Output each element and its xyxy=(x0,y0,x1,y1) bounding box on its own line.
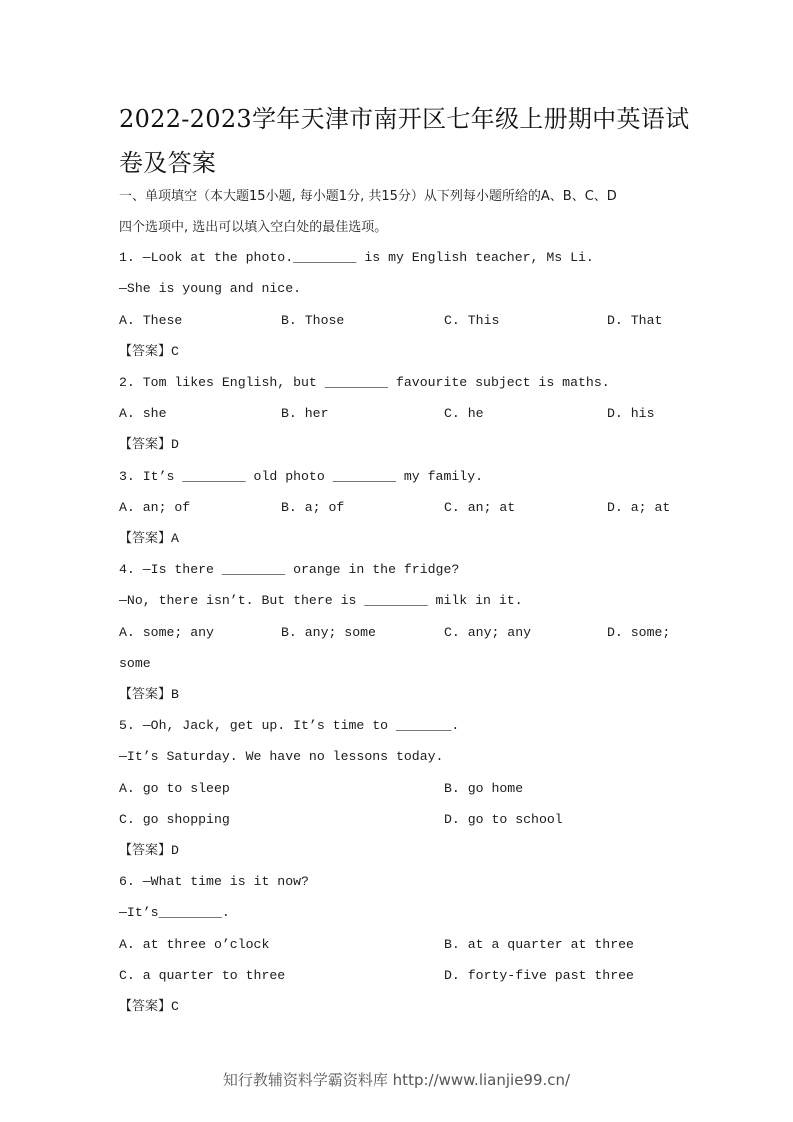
question-2-option-c: C. he xyxy=(444,406,484,421)
document-title: 2022-2023学年天津市南开区七年级上册期中英语试卷及答案 xyxy=(119,105,690,177)
question-5-line-2: —It’s Saturday. We have no lessons today. xyxy=(119,749,444,764)
question-4-option-b: B. any; some xyxy=(281,625,376,640)
answer-letter: C xyxy=(171,344,179,359)
question-4-option-d: D. some; xyxy=(607,625,671,640)
question-4-line-2: —No, there isn’t. But there is ________ milk in it. xyxy=(119,593,523,608)
question-6-option-c: C. a quarter to three xyxy=(119,968,286,983)
question-6-line-1: 6. —What time is it now? xyxy=(119,874,309,889)
question-6-option-b: B. at a quarter at three xyxy=(444,937,634,952)
answer-letter: A xyxy=(171,531,179,546)
answer-label: 【答案】 xyxy=(119,437,172,452)
question-1-line-2: —She is young and nice. xyxy=(119,281,302,296)
question-3-option-b: B. a; of xyxy=(281,500,345,515)
question-2-answer xyxy=(119,436,179,454)
question-5-option-b: B. go home xyxy=(444,781,524,796)
question-3-option-a: A. an; of xyxy=(119,500,191,515)
answer-letter: C xyxy=(171,999,179,1014)
answer-label: 【答案】 xyxy=(119,843,172,858)
question-5-option-a: A. go to sleep xyxy=(119,781,230,796)
question-4-option-d-wrap: some xyxy=(119,656,151,671)
answer-letter: D xyxy=(171,843,179,858)
question-2-option-b: B. her xyxy=(281,406,329,421)
question-2-option-a: A. she xyxy=(119,406,167,421)
question-3-option-c: C. an; at xyxy=(444,500,516,515)
question-4-option-a: A. some; any xyxy=(119,625,214,640)
question-1-option-a: A. These xyxy=(119,313,183,328)
question-5-line-1: 5. —Oh, Jack, get up. It’s time to _______. xyxy=(119,718,460,733)
question-6-option-d: D. forty-five past three xyxy=(444,968,634,983)
question-4-answer xyxy=(119,686,179,704)
question-6-line-2: —It’s________. xyxy=(119,905,230,920)
question-5-option-d: D. go to school xyxy=(444,812,563,827)
question-5-option-c: C. go shopping xyxy=(119,812,230,827)
answer-letter: B xyxy=(171,687,179,702)
question-1-option-d: D. That xyxy=(607,313,663,328)
section-intro-line-2: 四个选项中, 选出可以填入空白处的最佳选项。 xyxy=(119,220,388,235)
answer-label: 【答案】 xyxy=(119,687,172,702)
question-4-line-1: 4. —Is there ________ orange in the fridge? xyxy=(119,562,460,577)
section-intro-line-1: 一、单项填空（本大题15小题, 每小题1分, 共15分）从下列每小题所给的A、B、C、D xyxy=(119,189,617,204)
answer-label: 【答案】 xyxy=(119,999,172,1014)
question-3-line-1: 3. It’s ________ old photo ________ my family. xyxy=(119,469,484,484)
question-2-line-1: 2. Tom likes English, but ________ favourite subject is maths. xyxy=(119,375,610,390)
question-1-option-b: B. Those xyxy=(281,313,345,328)
question-1-option-c: C. This xyxy=(444,313,500,328)
footer-watermark: 知行教辅资料学霸资料库 http://www.lianjie99.cn/ xyxy=(222,1071,571,1089)
question-6-answer xyxy=(119,998,179,1016)
question-6-option-a: A. at three o’clock xyxy=(119,937,270,952)
question-3-answer xyxy=(119,530,179,548)
question-5-answer xyxy=(119,842,179,860)
answer-label: 【答案】 xyxy=(119,531,172,546)
question-1-answer xyxy=(119,343,179,361)
question-1-line-1: 1. —Look at the photo.________ is my English teacher, Ms Li. xyxy=(119,250,594,265)
question-3-option-d: D. a; at xyxy=(607,500,671,515)
answer-label: 【答案】 xyxy=(119,344,172,359)
question-4-option-c: C. any; any xyxy=(444,625,532,640)
question-2-option-d: D. his xyxy=(607,406,655,421)
answer-letter: D xyxy=(171,437,179,452)
